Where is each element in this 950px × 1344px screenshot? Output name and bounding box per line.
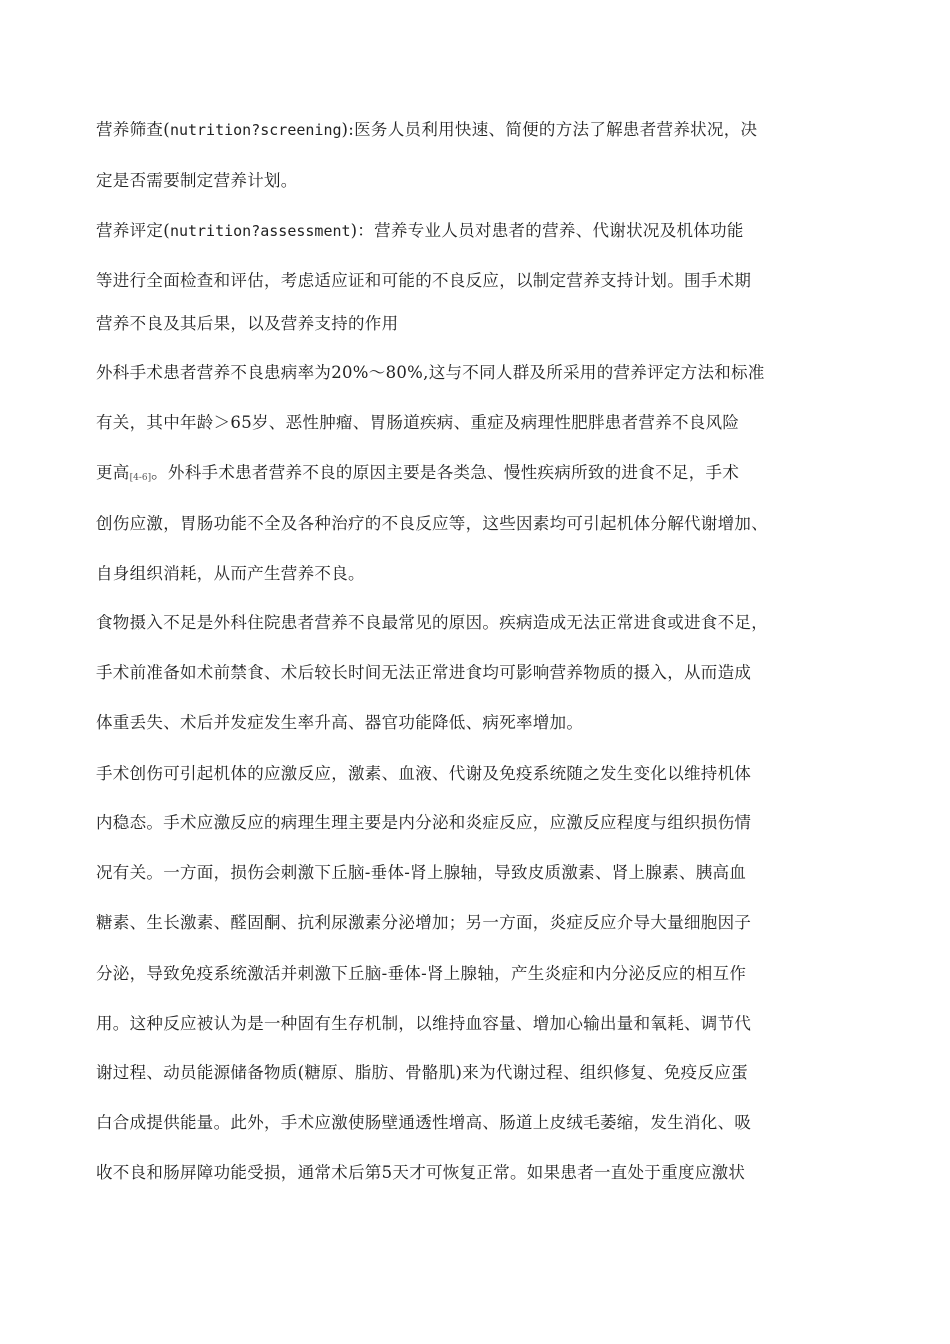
text-line-17: 糖素、生长激素、醛固酮、抗利尿激素分泌增加；另一方面，炎症反应介导大量细胞因子 [96, 913, 752, 932]
text-line-13: 体重丢失、术后并发症发生率升高、器官功能降低、病死率增加。 [96, 713, 584, 732]
text-line-21: 白合成提供能量。此外，手术应激使肠壁通透性增高、肠道上皮绒毛萎缩，发生消化、吸 [96, 1113, 752, 1132]
text-line-10: 自身组织消耗，从而产生营养不良。 [96, 564, 365, 583]
text-line-7: 有关，其中年龄＞65岁、恶性肿瘤、胃肠道疾病、重症及病理性肥胖患者营养不良风险 [96, 413, 740, 432]
text-line-9: 创伤应激，胃肠功能不全及各种治疗的不良反应等，这些因素均可引起机体分解代谢增加、 [96, 514, 768, 533]
text-line-11: 食物摄入不足是外科住院患者营养不良最常见的原因。疾病造成无法正常进食或进食不足， [96, 613, 768, 632]
text-line-2: 定是否需要制定营养计划。 [96, 171, 298, 190]
text-line-1 [96, 118, 757, 142]
line-3-term: nutrition?assessment [169, 222, 351, 240]
citation-ref: [4-6] [129, 473, 152, 483]
text-line-6: 外科手术患者营养不良患病率为20%～80%,这与不同人群及所采用的营养评定方法和标准 [96, 363, 765, 382]
line-8-pre: 更高 [96, 463, 130, 482]
line-1-pre: 营养筛查( [96, 120, 170, 139]
text-line-12: 手术前准备如术前禁食、术后较长时间无法正常进食均可影响营养物质的摄入，从而造成 [96, 663, 752, 682]
text-line-16: 况有关。一方面，损伤会刺激下丘脑-垂体-肾上腺轴，导致皮质激素、肾上腺素、胰高血 [96, 863, 747, 882]
line-8-post: 。外科手术患者营养不良的原因主要是各类急、慢性疾病所致的进食不足，手术 [151, 463, 740, 482]
line-1-post: ):医务人员利用快速、简便的方法了解患者营养状况，决 [341, 120, 758, 139]
line-3-pre: 营养评定( [96, 221, 170, 240]
text-line-18: 分泌，导致免疫系统激活并刺激下丘脑-垂体-肾上腺轴，产生炎症和内分泌反应的相互作 [96, 964, 747, 983]
line-1-term: nutrition?screening [169, 121, 342, 139]
text-line-5: 营养不良及其后果，以及营养支持的作用 [96, 314, 399, 333]
text-line-20: 谢过程、动员能源储备物质(糖原、脂肪、骨骼肌)来为代谢过程、组织修复、免疫反应蛋 [96, 1063, 748, 1082]
text-line-15: 内稳态。手术应激反应的病理生理主要是内分泌和炎症反应，应激反应程度与组织损伤情 [96, 813, 752, 832]
line-3-post: )：营养专业人员对患者的营养、代谢状况及机体功能 [350, 221, 744, 240]
text-line-14: 手术创伤可引起机体的应激反应，激素、血液、代谢及免疫系统随之发生变化以维持机体 [96, 764, 752, 783]
text-line-8 [96, 461, 739, 485]
text-line-4: 等进行全面检查和评估，考虑适应证和可能的不良反应，以制定营养支持计划。围手术期 [96, 271, 752, 290]
text-line-3 [96, 219, 744, 243]
text-line-19: 用。这种反应被认为是一种固有生存机制，以维持血容量、增加心输出量和氧耗、调节代 [96, 1014, 752, 1033]
text-line-22: 收不良和肠屏障功能受损，通常术后第5天才可恢复正常。如果患者一直处于重度应激状 [96, 1163, 746, 1182]
